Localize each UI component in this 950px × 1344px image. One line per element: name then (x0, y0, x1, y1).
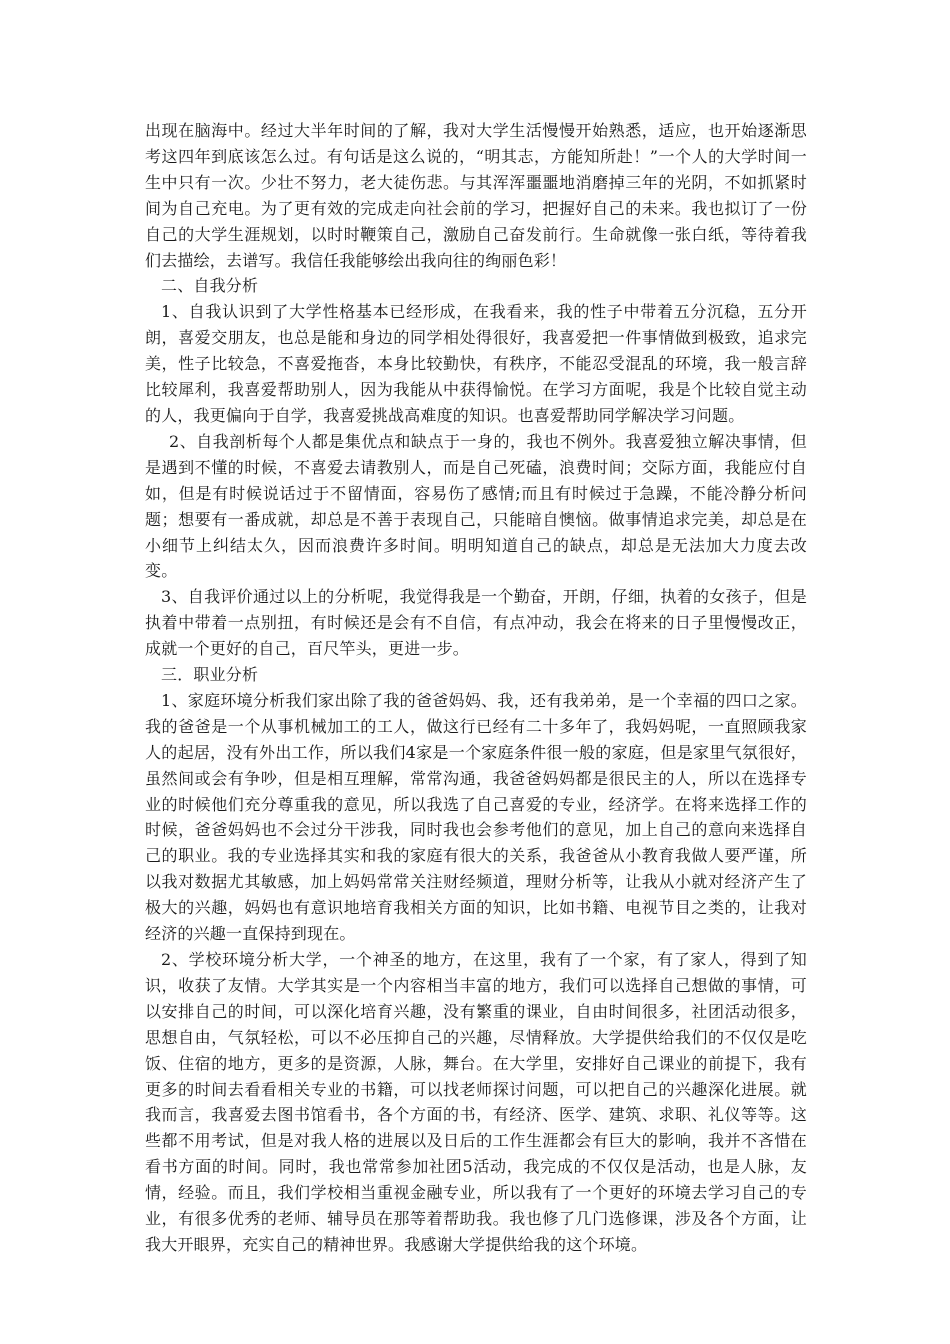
section-heading-career-analysis: 三．职业分析 (161, 665, 259, 685)
intro-paragraph: 出现在脑海中。经过大半年时间的了解，我对大学生活慢慢开始熟悉，适应，也开始逐渐思考这四年到底该怎么过。有句话是这么说的，“明其志，方能知所赴！”一个人的大学时间一生中只有一次。少壮不努力，老大徒伤悲。与其浑浑噩噩地消磨掉三年的光阴，不如抓紧时间为自己充电。为了更有效的完成走向社会前的学习，把握好自己的未来。我也拟订了一份自己的大学生涯规划，以时时鞭策自己，激励自己奋发前行。生命就像一张白纸，等待着我们去描绘，去谱写。我信任我能够绘出我向往的绚丽色彩！ (145, 121, 807, 270)
paragraph-family-environment: 1、家庭环境分析我们家出除了我的爸爸妈妈、我，还有我弟弟，是一个幸福的四口之家。我的爸爸是一个从事机械加工的工人，做这行已经有二十多年了，我妈妈呢，一直照顾我家人的起居，没有外出工作，所以我们4家是一个家庭条件很一般的家庭，但是家里气氛很好，虽然间或会有争吵，但是相互理解，常常沟通，我爸爸妈妈都是很民主的人，所以在选择专业的时候他们充分尊重我的意见，所以我选了自己喜爱的专业，经济学。在将来选择工作的时候，爸爸妈妈也不会过分干涉我，同时我也会参考他们的意见，加上自己的意向来选择自己的职业。我的专业选择其实和我的家庭有很大的关系，我爸爸从小教育我做人要严谨，所以我对数据尤其敏感，加上妈妈常常关注财经频道，理财分析等，让我从小就对经济产生了极大的兴趣，妈妈也有意识地培育我相关方面的知识，比如书籍、电视节目之类的，让我对经济的兴趣一直保持到现在。 (145, 690, 807, 944)
paragraph-self-dissection: 2、自我剖析每个人都是集优点和缺点于一身的，我也不例外。我喜爱独立解决事情，但是遇到不懂的时候，不喜爱去请教别人，而是自己死磕，浪费时间；交际方面，我能应付自如，但是有时候说话过于不留情面，容易伤了感情;而且有时候过于急躁，不能冷静分析问题；想要有一番成就，却总是不善于表现自己，只能暗自懊恼。做事情追求完美，却总是在小细节上纠结太久，因而浪费许多时间。明明知道自己的缺点，却总是无法加大力度去改变。 (145, 431, 807, 581)
paragraph-self-evaluation: 3、自我评价通过以上的分析呢，我觉得我是一个勤奋，开朗，仔细，执着的女孩子，但是执着中带着一点别扭，有时候还是会有不自信，有点冲动，我会在将来的日子里慢慢改正，成就一个更好的自己，百尺竿头，更进一步。 (145, 587, 807, 659)
paragraph-self-awareness: 1、自我认识到了大学性格基本已经形成，在我看来，我的性子中带着五分沉稳，五分开朗，喜爱交朋友，也总是能和身边的同学相处得很好，我喜爱把一件事情做到极致，追求完美，性子比较急，不喜爱拖沓，本身比较勤快，有秩序，不能忍受混乱的环境，我一般言辞比较犀利，我喜爱帮助别人，因为我能从中获得愉悦。在学习方面呢，我是个比较自觉主动的人，我更偏向于自学，我喜爱挑战高难度的知识。也喜爱帮助同学解决学习问题。 (145, 302, 807, 425)
document-page (145, 118, 807, 1258)
section-heading-self-analysis: 二、自我分析 (161, 276, 259, 296)
paragraph-school-environment: 2、学校环境分析大学，一个神圣的地方，在这里，我有了一个家，有了家人，得到了知识，收获了友情。大学其实是一个内容相当丰富的地方，我们可以选择自己想做的事情，可以安排自己的时间，可以深化培育兴趣，没有繁重的课业，自由时间很多，社团活动很多，思想自由，气氛轻松，可以不必压抑自己的兴趣，尽情释放。大学提供给我们的不仅仅是吃饭、住宿的地方，更多的是资源，人脉，舞台。在大学里，安排好自己课业的前提下，我有更多的时间去看看相关专业的书籍，可以找老师探讨问题，可以把自己的兴趣深化进展。就我而言，我喜爱去图书馆看书，各个方面的书，有经济、医学、建筑、求职、礼仪等等。这些都不用考试，但是对我人格的进展以及日后的工作生涯都会有巨大的影响，我并不吝惜在看书方面的时间。同时，我也常常参加社团5活动，我完成的不仅仅是活动，也是人脉，友情，经验。而且，我们学校相当重视金融专业，所以我有了一个更好的环境去学习自己的专业，有很多优秀的老师、辅导员在那等着帮助我。我也修了几门选修课，涉及各个方面，让我大开眼界，充实自己的精神世界。我感谢大学提供给我的这个环境。 (145, 950, 807, 1254)
